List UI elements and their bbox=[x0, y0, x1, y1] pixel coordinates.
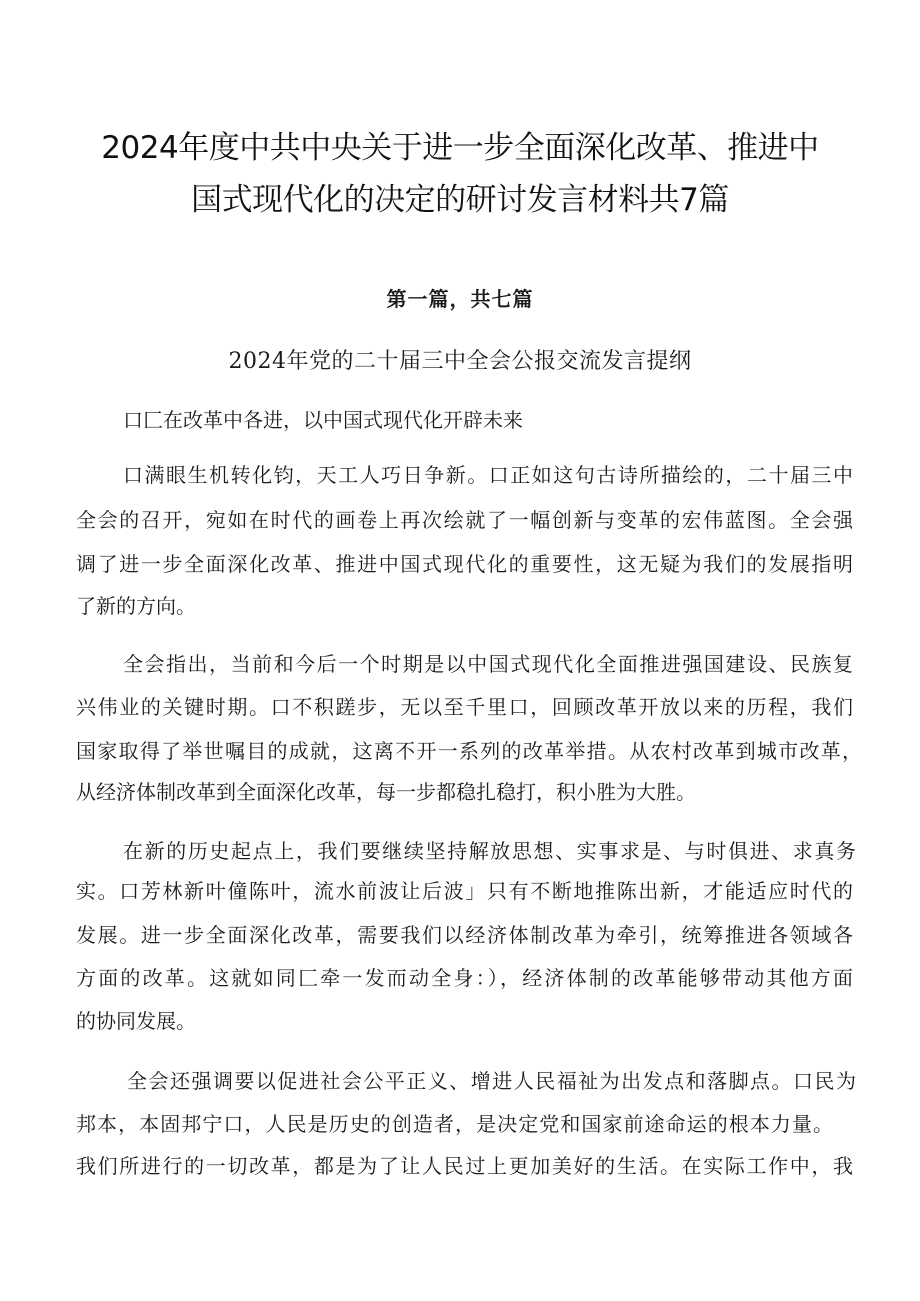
paragraph-2-line-2: 兴伟业的关键时期。口不积蹉步，无以至千里口，回顾改革开放以来的历程，我们 bbox=[76, 695, 853, 719]
paragraph-1-line-4: 了新的方向。 bbox=[76, 594, 196, 618]
document-title bbox=[60, 122, 860, 226]
paragraph-2-line-1: 全会指出，当前和今后一个时期是以中国式现代化全面推进强国建设、民族复 bbox=[123, 652, 853, 676]
section-title: 2024年党的二十届三中全会公报交流发言提纲 bbox=[228, 349, 692, 374]
paragraph-heading: 口匚在改革中各进，以中国式现代化开辟未来 bbox=[123, 408, 523, 432]
title-line-1: 2024年度中共中央关于进一步全面深化改革、推进中 bbox=[101, 130, 819, 166]
paragraph-2-line-3: 国家取得了举世嘱目的成就，这离不开一系列的改革举措。从农村改革到城市改革， bbox=[76, 739, 862, 763]
paragraph-3-line-2: 实。口芳林新叶僮陈叶，流水前波让后波」只有不断地推陈出新，才能适应时代的 bbox=[76, 879, 853, 903]
paragraph-3-line-4: 方面的改革。这就如同匚牵一发而动全身：），经济体制的改革能够带动其他方面 bbox=[76, 966, 853, 990]
paragraph-4-line-3: 我们所进行的一切改革，都是为了让人民过上更加美好的生活。在实际工作中，我 bbox=[76, 1154, 853, 1178]
paragraph-1-line-2: 全会的召开，宛如在时代的画卷上再次绘就了一幅创新与变革的宏伟蓝图。全会强 bbox=[76, 508, 853, 532]
paragraph-3-line-5: 的协同发展。 bbox=[76, 1009, 196, 1033]
paragraph-1-line-1: 口满眼生机转化钧，天工人巧日争新。口正如这句古诗所描绘的，二十届三中 bbox=[123, 463, 853, 487]
paragraph-2-line-4: 从经济体制改革到全面深化改革，每一步都稳扎稳打，积小胜为大胜。 bbox=[76, 780, 696, 804]
paragraph-4-line-1: 全会还强调要以促进社会公平正义、增进人民福祉为出发点和落脚点。口民为 bbox=[127, 1069, 856, 1093]
title-line-2: 国式现代化的决定的研讨发言材料共7篇 bbox=[191, 182, 729, 218]
paragraph-3-line-1: 在新的历史起点上，我们要继续坚持解放思想、实事求是、与时俱进、求真务 bbox=[123, 839, 856, 863]
paragraph-3-line-3: 发展。进一步全面深化改革，需要我们以经济体制改革为牵引，统筹推进各领域各 bbox=[76, 923, 853, 947]
section-label: 第一篇，共七篇 bbox=[386, 287, 534, 311]
paragraph-4-line-2: 邦本，本固邦宁口，人民是历史的创造者，是决定党和国家前途命运的根本力量。 bbox=[76, 1112, 833, 1136]
paragraph-1-line-3: 调了进一步全面深化改革、推进中国式现代化的重要性，这无疑为我们的发展指明 bbox=[76, 552, 853, 576]
